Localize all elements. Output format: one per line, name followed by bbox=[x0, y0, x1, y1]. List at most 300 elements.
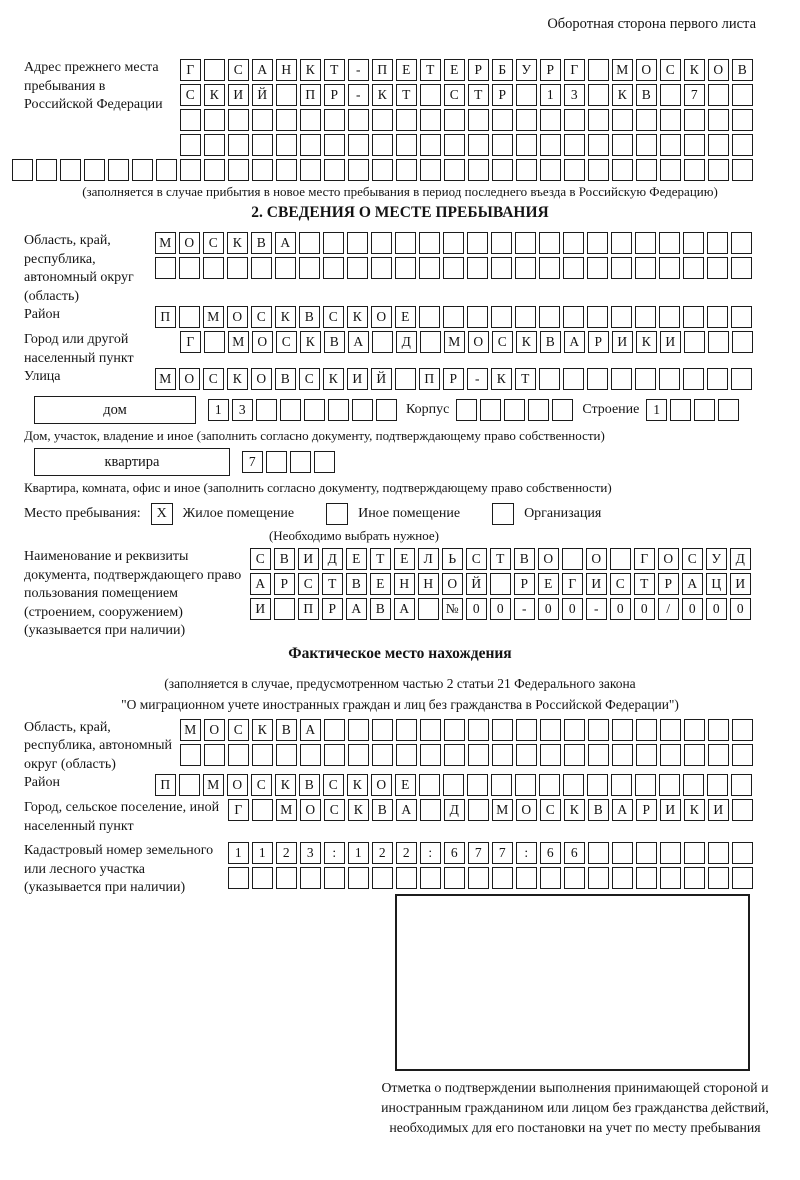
char-cell[interactable] bbox=[635, 368, 656, 390]
char-cell[interactable] bbox=[539, 232, 560, 254]
char-cell[interactable] bbox=[348, 719, 369, 741]
char-cell[interactable] bbox=[204, 159, 225, 181]
char-cell[interactable] bbox=[731, 232, 752, 254]
char-cell[interactable]: - bbox=[514, 598, 535, 620]
char-cell[interactable]: С bbox=[228, 719, 249, 741]
char-cell[interactable] bbox=[635, 257, 656, 279]
char-cell[interactable] bbox=[276, 84, 297, 106]
char-cell[interactable]: А bbox=[348, 331, 369, 353]
char-cell[interactable]: С bbox=[203, 368, 224, 390]
char-cell[interactable] bbox=[276, 744, 297, 766]
char-cell[interactable]: Д bbox=[322, 548, 343, 570]
char-cell[interactable]: А bbox=[346, 598, 367, 620]
char-cell[interactable]: К bbox=[300, 59, 321, 81]
char-cell[interactable]: С bbox=[324, 799, 345, 821]
char-cell[interactable]: А bbox=[394, 598, 415, 620]
char-cell[interactable]: И bbox=[708, 799, 729, 821]
char-cell[interactable]: И bbox=[730, 573, 751, 595]
char-cell[interactable] bbox=[540, 109, 561, 131]
char-cell[interactable] bbox=[660, 109, 681, 131]
char-cell[interactable] bbox=[611, 368, 632, 390]
char-cell[interactable]: № bbox=[442, 598, 463, 620]
char-cell[interactable] bbox=[372, 159, 393, 181]
char-cell[interactable]: Д bbox=[396, 331, 417, 353]
char-cell[interactable] bbox=[587, 306, 608, 328]
char-cell[interactable]: М bbox=[180, 719, 201, 741]
char-cell[interactable]: М bbox=[203, 774, 224, 796]
char-cell[interactable] bbox=[420, 159, 441, 181]
char-cell[interactable] bbox=[420, 719, 441, 741]
char-cell[interactable]: 0 bbox=[682, 598, 703, 620]
char-cell[interactable] bbox=[251, 257, 272, 279]
char-cell[interactable]: О bbox=[708, 59, 729, 81]
char-cell[interactable] bbox=[564, 159, 585, 181]
char-cell[interactable] bbox=[660, 134, 681, 156]
char-cell[interactable]: К bbox=[227, 368, 248, 390]
char-cell[interactable] bbox=[636, 842, 657, 864]
char-cell[interactable] bbox=[683, 774, 704, 796]
char-cell[interactable]: Р bbox=[514, 573, 535, 595]
char-cell[interactable] bbox=[372, 134, 393, 156]
char-cell[interactable] bbox=[276, 134, 297, 156]
char-cell[interactable] bbox=[564, 134, 585, 156]
char-cell[interactable] bbox=[731, 257, 752, 279]
char-cell[interactable]: Т bbox=[324, 59, 345, 81]
char-cell[interactable]: П bbox=[155, 306, 176, 328]
char-cell[interactable]: В bbox=[636, 84, 657, 106]
char-cell[interactable]: Т bbox=[634, 573, 655, 595]
char-cell[interactable] bbox=[180, 744, 201, 766]
char-cell[interactable] bbox=[274, 598, 295, 620]
char-cell[interactable]: Ь bbox=[442, 548, 463, 570]
char-cell[interactable] bbox=[563, 232, 584, 254]
char-cell[interactable] bbox=[467, 774, 488, 796]
char-cell[interactable] bbox=[516, 719, 537, 741]
char-cell[interactable] bbox=[228, 134, 249, 156]
char-cell[interactable]: С bbox=[466, 548, 487, 570]
char-cell[interactable] bbox=[490, 573, 511, 595]
char-cell[interactable]: О bbox=[204, 719, 225, 741]
char-cell[interactable] bbox=[372, 109, 393, 131]
char-cell[interactable]: С bbox=[251, 774, 272, 796]
char-cell[interactable]: И bbox=[660, 799, 681, 821]
char-cell[interactable] bbox=[228, 159, 249, 181]
char-cell[interactable]: К bbox=[491, 368, 512, 390]
char-cell[interactable] bbox=[84, 159, 105, 181]
char-cell[interactable] bbox=[660, 159, 681, 181]
char-cell[interactable] bbox=[372, 331, 393, 353]
char-cell[interactable]: О bbox=[636, 59, 657, 81]
char-cell[interactable]: У bbox=[706, 548, 727, 570]
char-cell[interactable]: М bbox=[155, 232, 176, 254]
char-cell[interactable]: А bbox=[564, 331, 585, 353]
char-cell[interactable]: Е bbox=[395, 306, 416, 328]
char-cell[interactable] bbox=[564, 744, 585, 766]
char-cell[interactable]: В bbox=[274, 548, 295, 570]
char-cell[interactable] bbox=[156, 159, 177, 181]
char-cell[interactable] bbox=[708, 867, 729, 889]
char-cell[interactable] bbox=[396, 744, 417, 766]
char-cell[interactable] bbox=[36, 159, 57, 181]
char-cell[interactable] bbox=[467, 306, 488, 328]
char-cell[interactable] bbox=[108, 159, 129, 181]
char-cell[interactable]: С bbox=[660, 59, 681, 81]
char-cell[interactable]: О bbox=[252, 331, 273, 353]
char-cell[interactable]: К bbox=[252, 719, 273, 741]
char-cell[interactable]: А bbox=[396, 799, 417, 821]
char-cell[interactable] bbox=[684, 134, 705, 156]
char-cell[interactable]: И bbox=[347, 368, 368, 390]
char-cell[interactable] bbox=[563, 257, 584, 279]
char-cell[interactable] bbox=[732, 842, 753, 864]
char-cell[interactable]: Й bbox=[371, 368, 392, 390]
char-cell[interactable] bbox=[252, 134, 273, 156]
char-cell[interactable]: Р bbox=[588, 331, 609, 353]
char-cell[interactable] bbox=[467, 257, 488, 279]
char-cell[interactable]: Б bbox=[492, 59, 513, 81]
char-cell[interactable] bbox=[587, 232, 608, 254]
char-cell[interactable]: К bbox=[227, 232, 248, 254]
char-cell[interactable] bbox=[731, 368, 752, 390]
char-cell[interactable] bbox=[371, 257, 392, 279]
char-cell[interactable]: О bbox=[371, 306, 392, 328]
char-cell[interactable] bbox=[612, 842, 633, 864]
char-cell[interactable] bbox=[684, 331, 705, 353]
char-cell[interactable]: В bbox=[732, 59, 753, 81]
char-cell[interactable]: 6 bbox=[444, 842, 465, 864]
char-cell[interactable] bbox=[563, 306, 584, 328]
char-cell[interactable] bbox=[328, 399, 349, 421]
char-cell[interactable] bbox=[371, 232, 392, 254]
char-cell[interactable]: С bbox=[203, 232, 224, 254]
char-cell[interactable]: Е bbox=[346, 548, 367, 570]
char-cell[interactable] bbox=[516, 867, 537, 889]
char-cell[interactable] bbox=[323, 232, 344, 254]
char-cell[interactable] bbox=[731, 774, 752, 796]
char-cell[interactable]: А bbox=[250, 573, 271, 595]
char-cell[interactable]: - bbox=[348, 84, 369, 106]
char-cell[interactable] bbox=[468, 744, 489, 766]
char-cell[interactable] bbox=[660, 842, 681, 864]
char-cell[interactable]: Р bbox=[468, 59, 489, 81]
char-cell[interactable]: Е bbox=[394, 548, 415, 570]
char-cell[interactable] bbox=[395, 232, 416, 254]
char-cell[interactable] bbox=[396, 719, 417, 741]
char-cell[interactable]: 3 bbox=[300, 842, 321, 864]
char-cell[interactable] bbox=[324, 134, 345, 156]
char-cell[interactable] bbox=[347, 232, 368, 254]
char-cell[interactable]: Р bbox=[492, 84, 513, 106]
char-cell[interactable] bbox=[324, 719, 345, 741]
char-cell[interactable] bbox=[684, 159, 705, 181]
char-cell[interactable] bbox=[660, 867, 681, 889]
char-cell[interactable] bbox=[539, 306, 560, 328]
char-cell[interactable] bbox=[155, 257, 176, 279]
char-cell[interactable] bbox=[588, 842, 609, 864]
char-cell[interactable]: 7 bbox=[468, 842, 489, 864]
char-cell[interactable] bbox=[468, 799, 489, 821]
char-cell[interactable]: К bbox=[684, 59, 705, 81]
char-cell[interactable] bbox=[275, 257, 296, 279]
char-cell[interactable] bbox=[540, 159, 561, 181]
char-cell[interactable] bbox=[683, 232, 704, 254]
char-cell[interactable]: 7 bbox=[492, 842, 513, 864]
char-cell[interactable]: Д bbox=[730, 548, 751, 570]
char-cell[interactable]: Л bbox=[418, 548, 439, 570]
char-cell[interactable]: К bbox=[564, 799, 585, 821]
char-cell[interactable] bbox=[636, 744, 657, 766]
char-cell[interactable] bbox=[731, 306, 752, 328]
char-cell[interactable]: М bbox=[155, 368, 176, 390]
char-cell[interactable]: О bbox=[251, 368, 272, 390]
char-cell[interactable] bbox=[204, 744, 225, 766]
char-cell[interactable] bbox=[204, 109, 225, 131]
char-cell[interactable] bbox=[684, 842, 705, 864]
char-cell[interactable] bbox=[290, 451, 311, 473]
char-cell[interactable] bbox=[252, 109, 273, 131]
char-cell[interactable] bbox=[468, 109, 489, 131]
char-cell[interactable] bbox=[636, 134, 657, 156]
char-cell[interactable]: Р bbox=[324, 84, 345, 106]
char-cell[interactable]: 7 bbox=[242, 451, 263, 473]
char-cell[interactable] bbox=[266, 451, 287, 473]
char-cell[interactable]: 2 bbox=[372, 842, 393, 864]
char-cell[interactable]: В bbox=[299, 306, 320, 328]
char-cell[interactable] bbox=[480, 399, 501, 421]
char-cell[interactable] bbox=[420, 799, 441, 821]
char-cell[interactable] bbox=[708, 719, 729, 741]
char-cell[interactable] bbox=[300, 867, 321, 889]
char-cell[interactable]: Р bbox=[322, 598, 343, 620]
char-cell[interactable] bbox=[563, 368, 584, 390]
char-cell[interactable] bbox=[516, 84, 537, 106]
char-cell[interactable]: 0 bbox=[562, 598, 583, 620]
char-cell[interactable]: 0 bbox=[538, 598, 559, 620]
char-cell[interactable]: О bbox=[658, 548, 679, 570]
char-cell[interactable]: Н bbox=[418, 573, 439, 595]
char-cell[interactable] bbox=[444, 134, 465, 156]
char-cell[interactable]: М bbox=[492, 799, 513, 821]
char-cell[interactable] bbox=[588, 84, 609, 106]
char-cell[interactable] bbox=[539, 257, 560, 279]
char-cell[interactable] bbox=[540, 719, 561, 741]
char-cell[interactable] bbox=[588, 744, 609, 766]
char-cell[interactable]: О bbox=[442, 573, 463, 595]
char-cell[interactable]: М bbox=[276, 799, 297, 821]
char-cell[interactable]: : bbox=[420, 842, 441, 864]
char-cell[interactable] bbox=[587, 368, 608, 390]
char-cell[interactable]: : bbox=[324, 842, 345, 864]
checkbox-residential[interactable]: X bbox=[151, 503, 173, 525]
char-cell[interactable]: Т bbox=[396, 84, 417, 106]
char-cell[interactable]: С bbox=[299, 368, 320, 390]
char-cell[interactable] bbox=[563, 774, 584, 796]
char-cell[interactable]: В bbox=[346, 573, 367, 595]
char-cell[interactable] bbox=[707, 306, 728, 328]
char-cell[interactable] bbox=[420, 84, 441, 106]
char-cell[interactable]: К bbox=[684, 799, 705, 821]
char-cell[interactable] bbox=[670, 399, 691, 421]
char-cell[interactable]: А bbox=[275, 232, 296, 254]
char-cell[interactable]: 6 bbox=[564, 842, 585, 864]
char-cell[interactable] bbox=[324, 159, 345, 181]
char-cell[interactable]: М bbox=[444, 331, 465, 353]
char-cell[interactable] bbox=[443, 306, 464, 328]
char-cell[interactable] bbox=[204, 331, 225, 353]
char-cell[interactable] bbox=[372, 719, 393, 741]
char-cell[interactable] bbox=[708, 331, 729, 353]
char-cell[interactable] bbox=[418, 598, 439, 620]
char-cell[interactable] bbox=[611, 257, 632, 279]
char-cell[interactable]: В bbox=[276, 719, 297, 741]
char-cell[interactable] bbox=[684, 109, 705, 131]
char-cell[interactable] bbox=[492, 109, 513, 131]
char-cell[interactable] bbox=[299, 232, 320, 254]
char-cell[interactable] bbox=[396, 867, 417, 889]
char-cell[interactable]: М bbox=[228, 331, 249, 353]
char-cell[interactable] bbox=[684, 719, 705, 741]
char-cell[interactable]: Р bbox=[658, 573, 679, 595]
char-cell[interactable] bbox=[515, 232, 536, 254]
char-cell[interactable]: Р bbox=[443, 368, 464, 390]
char-cell[interactable]: М bbox=[612, 59, 633, 81]
char-cell[interactable] bbox=[204, 134, 225, 156]
char-cell[interactable] bbox=[492, 867, 513, 889]
char-cell[interactable] bbox=[396, 109, 417, 131]
char-cell[interactable]: Г bbox=[228, 799, 249, 821]
char-cell[interactable]: П bbox=[155, 774, 176, 796]
char-cell[interactable]: Р bbox=[540, 59, 561, 81]
char-cell[interactable]: А bbox=[300, 719, 321, 741]
char-cell[interactable] bbox=[612, 134, 633, 156]
char-cell[interactable]: О bbox=[516, 799, 537, 821]
char-cell[interactable] bbox=[180, 134, 201, 156]
char-cell[interactable] bbox=[348, 159, 369, 181]
char-cell[interactable] bbox=[352, 399, 373, 421]
char-cell[interactable] bbox=[552, 399, 573, 421]
char-cell[interactable] bbox=[659, 774, 680, 796]
char-cell[interactable] bbox=[300, 159, 321, 181]
char-cell[interactable] bbox=[180, 159, 201, 181]
char-cell[interactable] bbox=[564, 719, 585, 741]
char-cell[interactable]: О bbox=[586, 548, 607, 570]
char-cell[interactable] bbox=[708, 134, 729, 156]
char-cell[interactable] bbox=[491, 257, 512, 279]
char-cell[interactable] bbox=[588, 159, 609, 181]
char-cell[interactable] bbox=[732, 134, 753, 156]
char-cell[interactable] bbox=[372, 744, 393, 766]
char-cell[interactable] bbox=[396, 159, 417, 181]
char-cell[interactable]: К bbox=[275, 774, 296, 796]
char-cell[interactable] bbox=[587, 257, 608, 279]
char-cell[interactable]: 1 bbox=[540, 84, 561, 106]
char-cell[interactable]: 1 bbox=[646, 399, 667, 421]
char-cell[interactable] bbox=[562, 548, 583, 570]
char-cell[interactable] bbox=[395, 257, 416, 279]
char-cell[interactable] bbox=[708, 109, 729, 131]
char-cell[interactable] bbox=[610, 548, 631, 570]
char-cell[interactable]: А bbox=[682, 573, 703, 595]
char-cell[interactable] bbox=[659, 306, 680, 328]
char-cell[interactable]: К bbox=[275, 306, 296, 328]
char-cell[interactable] bbox=[443, 232, 464, 254]
char-cell[interactable]: Г bbox=[562, 573, 583, 595]
char-cell[interactable]: Р bbox=[274, 573, 295, 595]
char-cell[interactable]: Ц bbox=[706, 573, 727, 595]
char-cell[interactable]: К bbox=[347, 774, 368, 796]
char-cell[interactable]: С bbox=[682, 548, 703, 570]
char-cell[interactable] bbox=[492, 744, 513, 766]
char-cell[interactable] bbox=[694, 399, 715, 421]
char-cell[interactable] bbox=[636, 159, 657, 181]
char-cell[interactable] bbox=[611, 774, 632, 796]
char-cell[interactable] bbox=[228, 867, 249, 889]
char-cell[interactable] bbox=[179, 774, 200, 796]
char-cell[interactable]: Т bbox=[420, 59, 441, 81]
char-cell[interactable] bbox=[683, 368, 704, 390]
char-cell[interactable] bbox=[540, 867, 561, 889]
char-cell[interactable] bbox=[60, 159, 81, 181]
char-cell[interactable]: К bbox=[204, 84, 225, 106]
char-cell[interactable]: Й bbox=[466, 573, 487, 595]
char-cell[interactable] bbox=[516, 109, 537, 131]
char-cell[interactable]: : bbox=[516, 842, 537, 864]
checkbox-other-premises[interactable] bbox=[326, 503, 348, 525]
char-cell[interactable]: В bbox=[370, 598, 391, 620]
char-cell[interactable]: Й bbox=[252, 84, 273, 106]
char-cell[interactable] bbox=[683, 257, 704, 279]
char-cell[interactable]: С bbox=[250, 548, 271, 570]
char-cell[interactable] bbox=[395, 368, 416, 390]
char-cell[interactable]: 2 bbox=[396, 842, 417, 864]
char-cell[interactable]: Е bbox=[370, 573, 391, 595]
char-cell[interactable] bbox=[276, 867, 297, 889]
char-cell[interactable] bbox=[492, 159, 513, 181]
char-cell[interactable]: Т bbox=[322, 573, 343, 595]
char-cell[interactable]: К bbox=[612, 84, 633, 106]
char-cell[interactable]: И bbox=[612, 331, 633, 353]
char-cell[interactable]: В bbox=[588, 799, 609, 821]
char-cell[interactable] bbox=[396, 134, 417, 156]
char-cell[interactable]: Д bbox=[444, 799, 465, 821]
char-cell[interactable] bbox=[528, 399, 549, 421]
char-cell[interactable]: / bbox=[658, 598, 679, 620]
char-cell[interactable] bbox=[324, 867, 345, 889]
char-cell[interactable] bbox=[612, 867, 633, 889]
char-cell[interactable] bbox=[376, 399, 397, 421]
char-cell[interactable] bbox=[732, 867, 753, 889]
char-cell[interactable]: Г bbox=[634, 548, 655, 570]
char-cell[interactable] bbox=[252, 159, 273, 181]
char-cell[interactable] bbox=[348, 109, 369, 131]
char-cell[interactable] bbox=[635, 774, 656, 796]
char-cell[interactable] bbox=[612, 719, 633, 741]
char-cell[interactable]: О bbox=[179, 368, 200, 390]
char-cell[interactable]: 0 bbox=[466, 598, 487, 620]
char-cell[interactable] bbox=[492, 134, 513, 156]
char-cell[interactable]: 0 bbox=[730, 598, 751, 620]
char-cell[interactable] bbox=[707, 257, 728, 279]
char-cell[interactable] bbox=[276, 159, 297, 181]
char-cell[interactable] bbox=[612, 109, 633, 131]
char-cell[interactable] bbox=[707, 368, 728, 390]
char-cell[interactable] bbox=[203, 257, 224, 279]
char-cell[interactable] bbox=[372, 867, 393, 889]
char-cell[interactable] bbox=[588, 867, 609, 889]
char-cell[interactable] bbox=[179, 257, 200, 279]
char-cell[interactable]: П bbox=[298, 598, 319, 620]
char-cell[interactable]: П bbox=[300, 84, 321, 106]
